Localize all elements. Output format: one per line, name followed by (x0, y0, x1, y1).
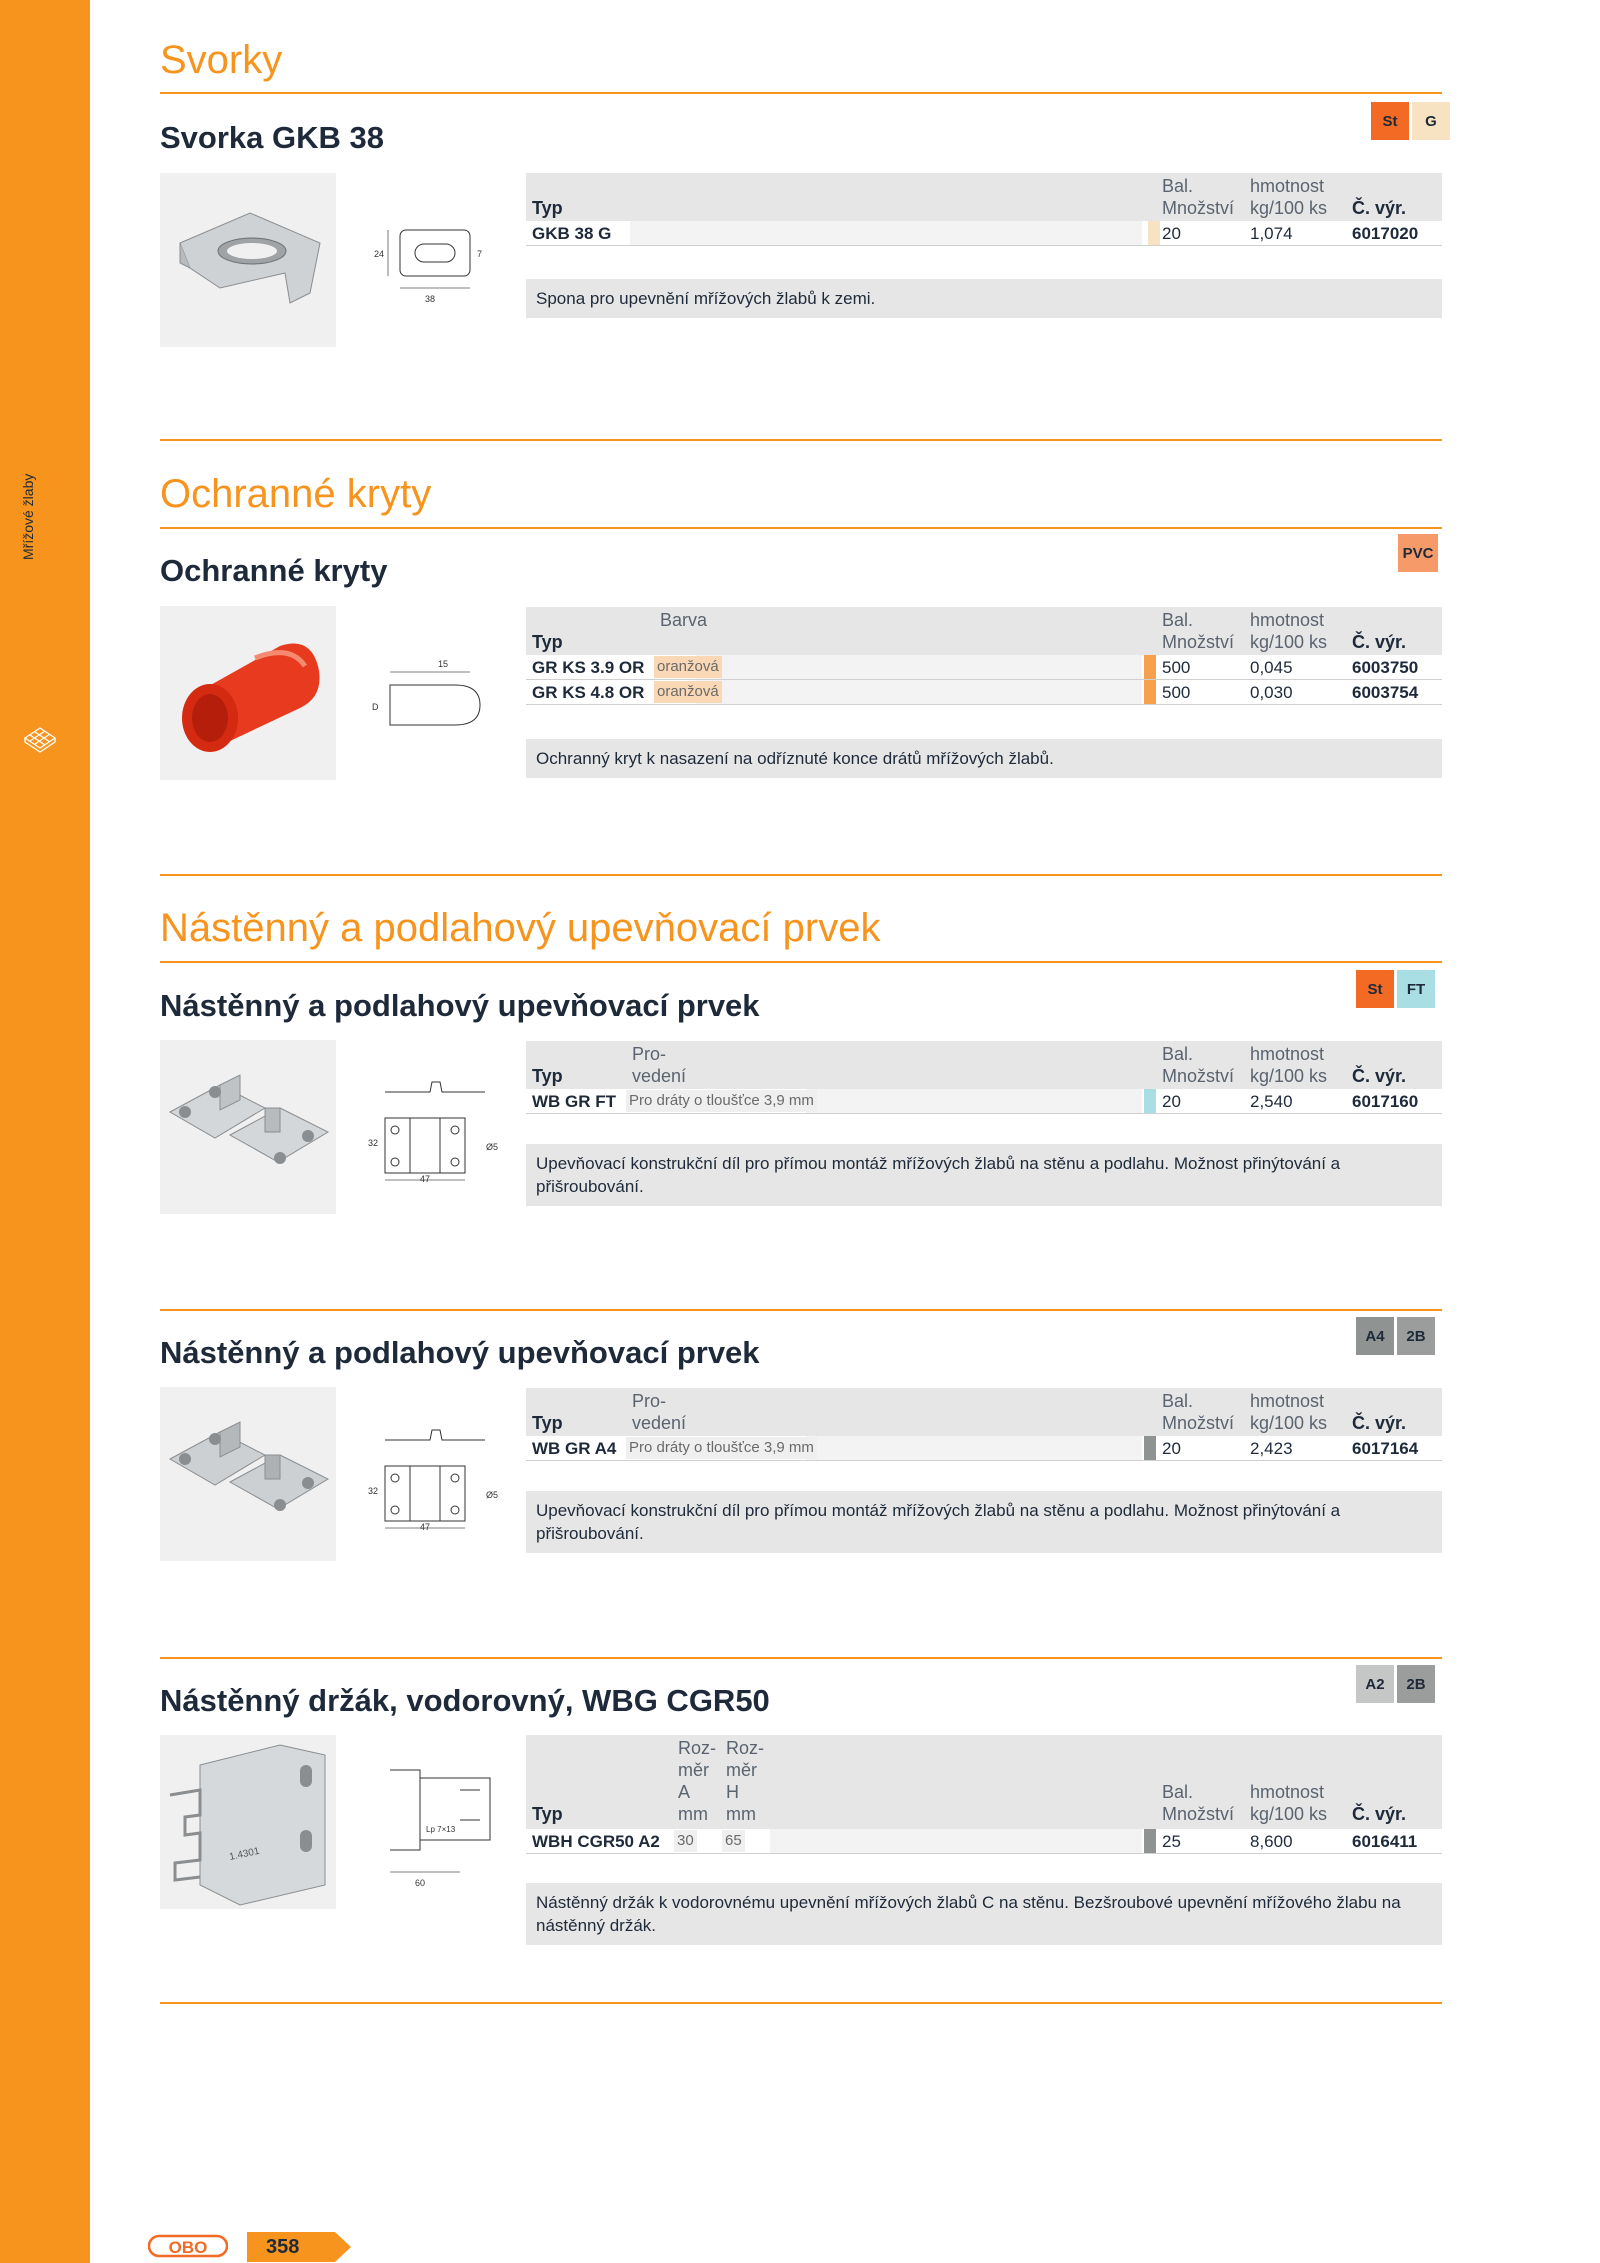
cell-cislo: 6017020 (1352, 224, 1419, 243)
divider (160, 1657, 1442, 1659)
divider (160, 527, 1442, 529)
col-mnozstvi: Množství (1162, 198, 1235, 218)
material-badges (1356, 1665, 1435, 1703)
sidebar (0, 0, 90, 2263)
col-mnozstvi: Množství (1162, 1804, 1235, 1824)
product-description: Spona pro upevnění mřížových žlabů k zemi. (526, 279, 1442, 318)
col-bal: Bal. (1162, 1044, 1194, 1064)
product-title-wbgrft: Nástěnný a podlahový upevňovací prvek (160, 988, 760, 1023)
table-row (526, 680, 1442, 705)
col-hmotnost: hmotnost (1250, 1782, 1325, 1802)
cell-h: 65 (722, 1830, 745, 1852)
cell-bal: 20 (1162, 224, 1181, 243)
section-heading-svorky: Svorky (160, 38, 283, 82)
cell-barva: oranžová (654, 656, 722, 678)
col-hmotnost: hmotnost (1250, 1391, 1325, 1411)
cell-kg: 8,600 (1250, 1832, 1293, 1851)
technical-drawing-bracket-a4 (360, 1418, 510, 1538)
col-vedeni: vedení (632, 1066, 687, 1086)
cell-kg: 2,540 (1250, 1092, 1293, 1111)
col-kg100: kg/100 ks (1250, 1413, 1328, 1433)
technical-drawing-bracket-ft (360, 1070, 510, 1190)
technical-drawing-wall-holder (360, 1760, 510, 1890)
product-description: Nástěnný držák k vodorovnému upevnění mřížových žlabů C na stěnu. Bezšroubové upevnění mřížového žlabu na nástěnný držák. (526, 1883, 1442, 1945)
product-table (526, 173, 1442, 246)
col-pro: Pro- (632, 1391, 667, 1411)
col-hmotnost: hmotnost (1250, 1044, 1325, 1064)
table-header (526, 1388, 1442, 1436)
photo-stamp-label: 1.4301 (228, 1845, 261, 1863)
dimension-label: 32 (368, 1486, 379, 1496)
product-photo-bracket-ft (160, 1040, 336, 1214)
cell-kg: 2,423 (1250, 1439, 1293, 1458)
cell-bal: 20 (1162, 1439, 1181, 1458)
product-table (526, 1735, 1442, 1854)
col-cislo: Č. výr. (1352, 1413, 1407, 1433)
material-badge: A2 (1356, 1665, 1394, 1703)
col-mnozstvi: Množství (1162, 1413, 1235, 1433)
col-kg100: kg/100 ks (1250, 198, 1328, 218)
product-description: Upevňovací konstrukční díl pro přímou montáž mřížových žlabů na stěnu a podlahu. Možnost přinýtování a přišroubování. (526, 1491, 1442, 1553)
table-row (526, 221, 1442, 246)
col-kg100: kg/100 ks (1250, 1804, 1328, 1824)
table-row (526, 655, 1442, 680)
product-table (526, 607, 1442, 705)
table-header (526, 607, 1442, 655)
dimension-label: D (372, 702, 379, 712)
cell-cislo: 6017160 (1352, 1092, 1419, 1111)
divider (160, 1309, 1442, 1311)
col-hmotnost: hmotnost (1250, 176, 1325, 196)
dimension-label: 24 (374, 249, 385, 259)
material-badges (1356, 1317, 1435, 1355)
finish-badge: G (1412, 102, 1450, 140)
cable-tray-icon (22, 716, 58, 756)
product-photo-cap (160, 606, 336, 780)
cell-cislo: 6017164 (1352, 1439, 1419, 1458)
dimension-label: Ø5 (486, 1490, 499, 1500)
obo-logo (148, 2232, 228, 2260)
material-badges (1371, 102, 1450, 140)
logo-text: OBO (168, 2238, 208, 2257)
material-badges (1398, 534, 1438, 572)
col-cislo: Č. výr. (1352, 1804, 1407, 1824)
col-typ: Typ (532, 1066, 563, 1086)
col-bal: Bal. (1162, 1391, 1194, 1411)
col-pro: Pro- (632, 1044, 667, 1064)
cell-kg: 1,074 (1250, 224, 1293, 243)
divider (160, 2002, 1442, 2004)
divider (160, 961, 1442, 963)
col-cislo: Č. výr. (1352, 632, 1407, 652)
cell-kg: 0,045 (1250, 658, 1293, 677)
cell-provedeni: Pro dráty o tloušťce 3,9 mm (626, 1437, 817, 1459)
dimension-label: 7 (477, 249, 483, 259)
dimension-label: 47 (420, 1522, 431, 1532)
dimension-label: Ø5 (486, 1142, 499, 1152)
finish-badge: FT (1397, 970, 1435, 1008)
technical-drawing-cap (360, 650, 510, 740)
col-h: H (726, 1782, 739, 1802)
col-kg100: kg/100 ks (1250, 1066, 1328, 1086)
finish-badge: 2B (1397, 1317, 1435, 1355)
product-table (526, 1388, 1442, 1461)
divider (160, 439, 1442, 441)
dimension-label: 32 (368, 1138, 379, 1148)
finish-badge: 2B (1397, 1665, 1435, 1703)
table-header (526, 173, 1442, 221)
dimension-label: 15 (438, 659, 449, 669)
cell-a: 30 (674, 1830, 697, 1852)
product-photo-wall-holder (160, 1735, 336, 1909)
product-description: Upevňovací konstrukční díl pro přímou montáž mřížových žlabů na stěnu a podlahu. Možnost přinýtování a přišroubování. (526, 1144, 1442, 1206)
col-cislo: Č. výr. (1352, 1066, 1407, 1086)
material-badge: A4 (1356, 1317, 1394, 1355)
product-photo-clamp (160, 173, 336, 347)
product-photo-bracket-a4 (160, 1387, 336, 1561)
cell-cislo: 6003750 (1352, 658, 1419, 677)
divider (160, 92, 1442, 94)
col-mm-h: mm (726, 1804, 756, 1824)
cell-bal: 25 (1162, 1832, 1181, 1851)
col-typ: Typ (532, 198, 563, 218)
dimension-label: 60 (415, 1878, 426, 1888)
col-bal: Bal. (1162, 176, 1194, 196)
product-title-wbgcgr50: Nástěnný držák, vodorovný, WBG CGR50 (160, 1683, 770, 1718)
col-roz-a: Roz- (678, 1738, 717, 1758)
cell-typ: WB GR FT (532, 1092, 617, 1111)
cell-kg: 0,030 (1250, 683, 1293, 702)
cell-typ: GR KS 3.9 OR (532, 658, 645, 677)
col-bal: Bal. (1162, 1782, 1194, 1802)
cell-barva: oranžová (654, 681, 722, 703)
product-title-kryty: Ochranné kryty (160, 553, 388, 588)
section-heading-kryty: Ochranné kryty (160, 472, 432, 516)
table-header (526, 1735, 1442, 1829)
col-typ: Typ (532, 1804, 563, 1824)
cell-typ: GR KS 4.8 OR (532, 683, 645, 702)
cell-bal: 500 (1162, 683, 1191, 702)
sidebar-label: Mřížové žlaby (20, 473, 36, 560)
cell-bal: 500 (1162, 658, 1191, 677)
product-title-wbgra4: Nástěnný a podlahový upevňovací prvek (160, 1335, 760, 1370)
material-badge: St (1371, 102, 1409, 140)
table-header (526, 1041, 1442, 1089)
cell-bal: 20 (1162, 1092, 1181, 1111)
col-hmotnost: hmotnost (1250, 610, 1325, 630)
material-badge: St (1356, 970, 1394, 1008)
divider (160, 874, 1442, 876)
col-barva: Barva (660, 610, 708, 630)
cell-typ: WBH CGR50 A2 (532, 1832, 660, 1851)
material-badge: PVC (1398, 534, 1438, 572)
col-cislo: Č. výr. (1352, 198, 1407, 218)
product-title-gkb38: Svorka GKB 38 (160, 120, 384, 155)
col-a: A (678, 1782, 691, 1802)
table-row (526, 1436, 1442, 1461)
col-kg100: kg/100 ks (1250, 632, 1328, 652)
cell-typ: GKB 38 G (532, 224, 612, 243)
cell-cislo: 6003754 (1352, 683, 1419, 702)
material-badges (1356, 970, 1435, 1008)
col-typ: Typ (532, 632, 563, 652)
cell-provedeni: Pro dráty o tloušťce 3,9 mm (626, 1090, 817, 1112)
product-table (526, 1041, 1442, 1114)
col-mnozstvi: Množství (1162, 1066, 1235, 1086)
table-row (526, 1829, 1442, 1854)
page-number: 358 (266, 2236, 300, 2258)
product-description: Ochranný kryt k nasazení na odříznuté konce drátů mřížových žlabů. (526, 739, 1442, 778)
col-typ: Typ (532, 1413, 563, 1433)
col-mer-a: měr (678, 1760, 709, 1780)
col-vedeni: vedení (632, 1413, 687, 1433)
section-heading-upevnovaci: Nástěnný a podlahový upevňovací prvek (160, 906, 881, 950)
col-bal: Bal. (1162, 610, 1194, 630)
dimension-label: 47 (420, 1174, 431, 1184)
col-mm-a: mm (678, 1804, 708, 1824)
table-row (526, 1089, 1442, 1114)
col-mer-h: měr (726, 1760, 757, 1780)
technical-drawing-clamp (360, 210, 510, 310)
col-roz-h: Roz- (726, 1738, 765, 1758)
dimension-label: 38 (425, 294, 436, 304)
cell-cislo: 6016411 (1352, 1832, 1418, 1851)
col-mnozstvi: Množství (1162, 632, 1235, 652)
dimension-label: Lp 7×13 (426, 1825, 456, 1834)
cell-typ: WB GR A4 (532, 1439, 617, 1458)
